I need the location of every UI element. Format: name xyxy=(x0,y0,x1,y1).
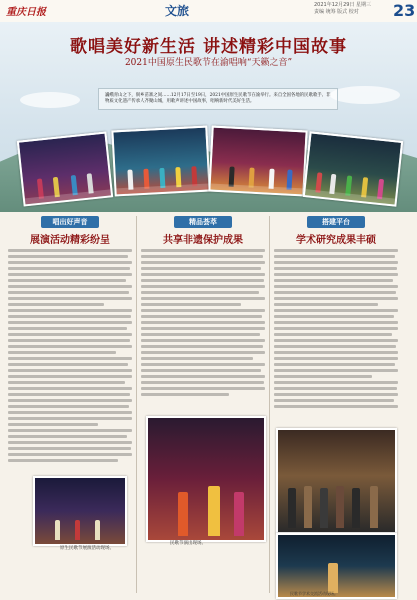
performer-figure xyxy=(95,520,100,540)
performer-figure xyxy=(370,486,378,528)
body-text-block xyxy=(141,249,265,396)
section-tag: 唱出好声音 xyxy=(41,216,99,228)
page-headline: 歌唱美好新生活 讲述精彩中国故事 xyxy=(70,37,347,57)
body-text-block xyxy=(8,249,132,462)
page-subheadline: 2021中国原生民歌节在渝唱响“天籁之音” xyxy=(124,58,293,68)
column-divider xyxy=(136,216,137,593)
performance-photo-3 xyxy=(208,126,307,197)
performer-figure xyxy=(75,520,80,540)
performance-photo-2 xyxy=(111,126,210,197)
masthead xyxy=(0,0,417,23)
body-text-block xyxy=(274,249,398,408)
photo-caption: 民歌节演出现场。 xyxy=(170,541,206,546)
cloud-shape xyxy=(20,92,80,108)
performer-figure xyxy=(352,488,360,528)
article-column-1 xyxy=(8,216,132,462)
right-photo-group xyxy=(276,428,397,534)
column-name: 文旅 xyxy=(165,4,190,18)
performer-figure xyxy=(320,488,328,528)
section-tag: 精品荟萃 xyxy=(174,216,232,228)
section-title: 学术研究成果丰硕 xyxy=(296,235,376,246)
section-tag: 搭建平台 xyxy=(307,216,365,228)
performer-figure xyxy=(288,488,296,528)
section-title: 展演活动精彩纷呈 xyxy=(30,235,110,246)
bottom-photo-right xyxy=(276,533,397,599)
photo-caption: 原生民歌节展演活动现场。 xyxy=(60,546,114,551)
section-title: 共享非遗保护成果 xyxy=(163,235,243,246)
bottom-photo-middle xyxy=(146,416,266,542)
article-column-2 xyxy=(141,216,265,396)
bottom-photo-left xyxy=(33,476,127,546)
performance-photo-4 xyxy=(303,131,403,206)
cloud-shape xyxy=(330,86,400,104)
issue-meta xyxy=(314,2,394,16)
page-number: 23 xyxy=(393,1,416,20)
newspaper-brand: 重庆日报 xyxy=(6,7,46,18)
performer-figure xyxy=(178,492,188,536)
lead-paragraph: 巍峨青山之下，侗乡苗寨之间……12月17日至19日，2021中国原生民歌节在渝举行。来自全国各地的民歌歌手、非物质文化遗产传承人齐聚山城，用歌声讲述中国故事，唱响新时代美好生活。 xyxy=(98,88,338,110)
performer-figure xyxy=(208,486,220,536)
date-line: 2021年12月29日 星期三 xyxy=(314,2,372,8)
performer-figure xyxy=(55,520,60,540)
performance-photo-1 xyxy=(17,131,113,206)
performer-figure xyxy=(336,486,344,528)
column-divider xyxy=(269,216,270,593)
performer-figure xyxy=(328,563,338,593)
performer-figure xyxy=(304,486,312,528)
editors-line: 责编 统筹 版式 校对 xyxy=(314,9,359,15)
article-column-3 xyxy=(274,216,398,408)
performer-figure xyxy=(234,492,244,536)
photo-caption: 民歌节学术交流活动现场。 xyxy=(290,591,338,596)
